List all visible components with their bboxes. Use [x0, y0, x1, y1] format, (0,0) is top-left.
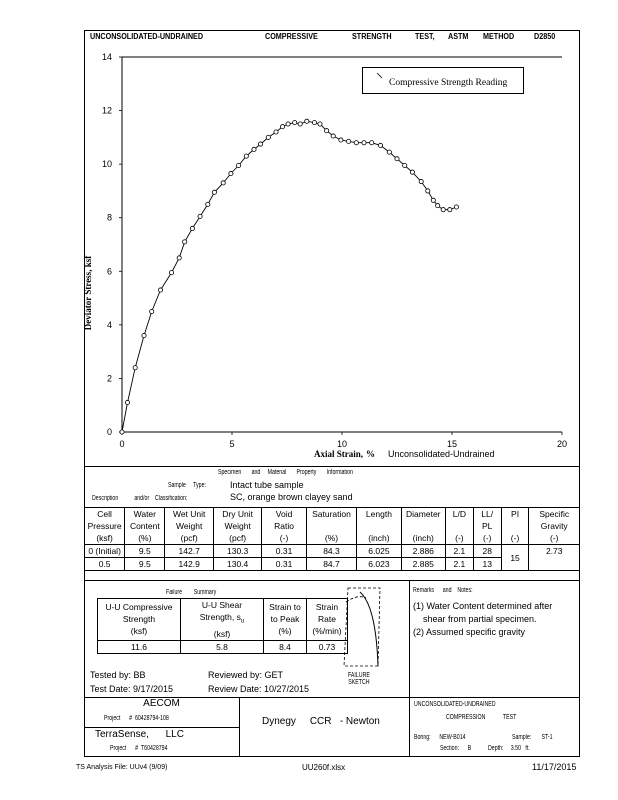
data-point [183, 240, 187, 244]
data-point [125, 400, 129, 404]
specimen-properties-table [84, 507, 580, 571]
spec-header-cell: Water [125, 508, 165, 521]
spec-header-cell: (pcf) [213, 532, 261, 545]
aecom-project: Project # 60428794-108 [104, 715, 169, 722]
chart-series [120, 119, 459, 434]
report-title-part: UNCONSOLIDATED-UNDRAINED [90, 32, 204, 41]
y-tick-label: 8 [106, 212, 112, 223]
spec-cell: 9.5 [125, 558, 165, 571]
company-terrasense: TerraSense, LLC [95, 729, 184, 740]
plasticity-index: 15 [501, 545, 529, 571]
spec-header-cell: Length [357, 508, 401, 521]
data-point [298, 122, 302, 126]
data-point [221, 181, 225, 185]
spec-cell: 130.4 [213, 558, 261, 571]
data-point [318, 122, 322, 126]
data-point [229, 171, 233, 175]
series-line [122, 121, 456, 432]
spec-header-cell: Weight [213, 520, 261, 532]
data-point [325, 129, 329, 133]
spec-header-row [85, 520, 580, 532]
spec-cell: 84.3 [306, 545, 357, 558]
data-point [395, 157, 399, 161]
spec-header-cell: L/D [445, 508, 473, 521]
data-point [133, 366, 137, 370]
remarks-heading: Remarks and Notes: [413, 587, 473, 594]
failure-summary-table: U-U Compressive Strength (ksf) U-U Shear Strength, $s_u$ (ksf) Strain to to Peak (%) Strain Rate (%/min) 11.6 5.8 8.4 0.73 [97, 598, 348, 654]
data-point [286, 122, 290, 126]
test-name: UNCONSOLIDATED-UNDRAINED [414, 701, 496, 708]
spec-header-cell: (inch) [401, 532, 445, 545]
spec-header-cell: Saturation [306, 508, 357, 521]
spec-cell: 142.7 [165, 545, 213, 558]
data-point [274, 130, 278, 134]
strain-rate: 0.73 [307, 640, 348, 653]
spec-cell: 0.31 [262, 558, 306, 571]
data-point [339, 138, 343, 142]
boring-info: Boring: NEW-B014 [414, 734, 466, 741]
legend-label: Compressive Strength Reading [389, 78, 508, 88]
data-point [142, 333, 146, 337]
tested-by: Tested by: BB [90, 670, 146, 680]
report-title-part: TEST, [415, 32, 435, 41]
x-tick-label: 10 [336, 439, 348, 449]
failure-heading: Failure Summary [166, 589, 217, 596]
uu-compressive-strength: 11.6 [98, 640, 181, 653]
data-point [448, 208, 452, 212]
legend-marker-icon [375, 71, 385, 81]
spec-cell: 6.025 [357, 545, 401, 558]
spec-header-cell: Content [125, 520, 165, 532]
data-point [454, 205, 458, 209]
spec-header-cell: (-) [473, 532, 501, 545]
remark-1: (1) Water Content determined after [413, 601, 553, 611]
sample-type-value: Intact tube sample [230, 480, 304, 490]
spec-header-cell: Diameter [401, 508, 445, 521]
spec-header-cell [401, 520, 445, 532]
x-axis-note: Unconsolidated-Undrained [388, 449, 495, 459]
data-point [441, 208, 445, 212]
data-point [426, 189, 430, 193]
description-value: SC, orange brown clayey sand [230, 492, 353, 502]
section-info: Section: B [440, 745, 472, 752]
spec-header-cell: Dry Unit [213, 508, 261, 521]
footer-workbook: UU260f.xlsx [302, 763, 346, 772]
x-tick-label: 20 [556, 439, 568, 449]
x-tick-label: 15 [446, 439, 458, 449]
data-point [305, 119, 309, 123]
company-aecom: AECOM [143, 698, 180, 709]
data-point [370, 141, 374, 145]
strain-to-peak: 8.4 [264, 640, 307, 653]
spec-header-cell: Pressure [85, 520, 125, 532]
data-point [259, 142, 263, 146]
depth-info: Depth: 3.50 ft. [488, 745, 530, 752]
report-title-part: METHOD [483, 32, 515, 41]
failure-sketch [338, 584, 388, 672]
data-point [169, 271, 173, 275]
data-point [387, 150, 391, 154]
sample-type-label: Sample Type: [168, 482, 206, 489]
x-axis-label: Axial Strain, [314, 449, 364, 459]
uu-shear-strength: 5.8 [181, 640, 264, 653]
spec-header-cell: LL/ [473, 508, 501, 521]
spec-header-cell: Ratio [262, 520, 306, 532]
sample-info: Sample: ST-1 [512, 734, 553, 741]
spec-header-cell: (%) [306, 532, 357, 545]
data-point [347, 139, 351, 143]
y-axis-label-wrap [78, 255, 98, 331]
data-point [212, 190, 216, 194]
spec-cell: 9.5 [125, 545, 165, 558]
data-point [252, 147, 256, 151]
data-point [158, 288, 162, 292]
y-axis-label: Deviator Stress, ksf [83, 255, 93, 331]
data-point [419, 179, 423, 183]
project-name: Dynegy CCR - Newton [262, 716, 380, 727]
data-point [177, 256, 181, 260]
spec-header-cell: Wet Unit [165, 508, 213, 521]
specific-gravity: 2.73 [529, 545, 580, 571]
spec-cell: 28 [473, 545, 501, 558]
report-title-part: D2850 [534, 32, 556, 41]
spec-header-cell: PI [501, 508, 529, 521]
data-point [403, 163, 407, 167]
spec-header-cell: (-) [445, 532, 473, 545]
test-name-2: COMPRESSION TEST [446, 714, 517, 721]
spec-header-cell: (-) [529, 532, 580, 545]
remark-2: (2) Assumed specific gravity [413, 627, 526, 637]
spec-header-cell [357, 520, 401, 532]
data-point [331, 134, 335, 138]
spec-header-cell: Weight [165, 520, 213, 532]
data-point [312, 121, 316, 125]
stress-strain-chart [84, 30, 580, 466]
data-point [198, 214, 202, 218]
remarks-list [413, 600, 552, 639]
failure-sketch-label: FAILURE SKETCH [348, 672, 370, 686]
spec-cell: 142.9 [165, 558, 213, 571]
spec-header-cell: Cell [85, 508, 125, 521]
data-point [244, 154, 248, 158]
specimen-heading: Specimen and Material Property Information [218, 469, 353, 476]
spec-header-cell: (inch) [357, 532, 401, 545]
y-tick-label: 4 [106, 319, 112, 330]
spec-cell: 0.5 [85, 558, 125, 571]
report-title-part: STRENGTH [352, 32, 392, 41]
spec-header-cell: Specific [529, 508, 580, 521]
data-point [190, 226, 194, 230]
data-point [150, 309, 154, 313]
footer-date: 11/17/2015 [532, 762, 577, 772]
data-point [362, 141, 366, 145]
spec-cell: 13 [473, 558, 501, 571]
description-label: Description and/or Classification: [92, 495, 188, 502]
x-tick-label: 0 [119, 439, 125, 449]
chart-axes [122, 57, 562, 432]
spec-cell: 2.886 [401, 545, 445, 558]
spec-cell: 6.023 [357, 558, 401, 571]
spec-header-cell [306, 520, 357, 532]
y-tick-label: 12 [101, 105, 112, 116]
test-date: Test Date: 9/17/2015 [90, 684, 174, 694]
spec-cell: 0.31 [262, 545, 306, 558]
spec-cell: 130.3 [213, 545, 261, 558]
footer-file: TS Analysis File: UUv4 (9/09) [76, 764, 168, 771]
x-axis-unit: % [366, 449, 375, 459]
spec-header-row [85, 508, 580, 521]
remark-1-cont: shear from partial specimen. [423, 614, 537, 624]
spec-header-cell: Void [262, 508, 306, 521]
report-title-part: ASTM [448, 32, 469, 41]
spec-header-cell [501, 520, 529, 532]
reviewed-by: Reviewed by: GET [208, 670, 284, 680]
data-point [431, 198, 435, 202]
data-point [410, 170, 414, 174]
terrasense-project: Project # T60428794 [110, 745, 168, 752]
y-tick-label: 14 [101, 52, 112, 62]
spec-header-row [85, 532, 580, 545]
spec-header-cell [445, 520, 473, 532]
report-title-part: COMPRESSIVE [265, 32, 318, 41]
data-point [120, 430, 124, 434]
spec-cell: 84.7 [306, 558, 357, 571]
x-tick-label: 5 [229, 439, 235, 449]
spec-header-cell: (%) [125, 532, 165, 545]
spec-cell: 0 (Initial) [85, 545, 125, 558]
data-point [378, 143, 382, 147]
table-row [85, 545, 580, 558]
data-point [206, 202, 210, 206]
chart-ticks [102, 52, 567, 449]
data-point [436, 204, 440, 208]
spec-header-cell: (-) [262, 532, 306, 545]
chart-legend [362, 67, 524, 94]
spec-cell: 2.1 [445, 545, 473, 558]
review-date: Review Date: 10/27/2015 [208, 684, 310, 694]
spec-header-cell: Gravity [529, 520, 580, 532]
spec-header-cell: (-) [501, 532, 529, 545]
data-point [293, 121, 297, 125]
data-point [266, 135, 270, 139]
y-tick-label: 6 [106, 266, 112, 277]
spec-header-cell: (pcf) [165, 532, 213, 545]
spec-header-cell: PL [473, 520, 501, 532]
data-point [354, 141, 358, 145]
spec-cell: 2.1 [445, 558, 473, 571]
y-tick-label: 10 [101, 159, 112, 170]
y-tick-label: 2 [106, 373, 112, 384]
spec-cell: 2.885 [401, 558, 445, 571]
data-point [281, 125, 285, 129]
data-point [237, 163, 241, 167]
y-tick-label: 0 [106, 427, 112, 437]
spec-header-cell: (ksf) [85, 532, 125, 545]
